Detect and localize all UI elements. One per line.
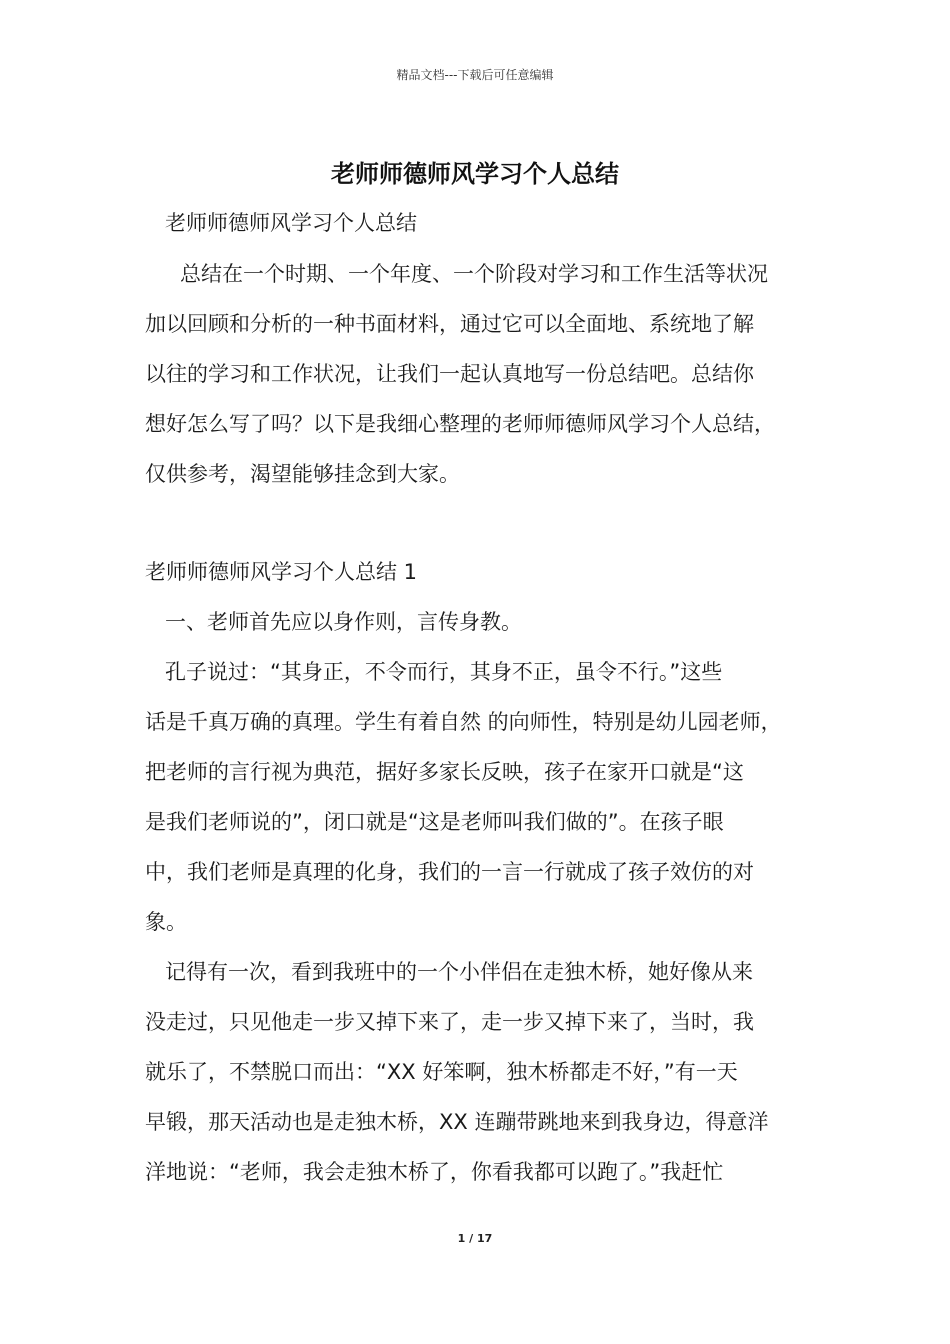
body-line: 中，我们老师是真理的化身，我们的一言一行就成了孩子效仿的对: [145, 860, 754, 884]
body-line: 想好怎么写了吗？以下是我细心整理的老师师德师风学习个人总结，: [145, 412, 775, 436]
subtitle-line: 老师师德师风学习个人总结: [165, 211, 417, 235]
body-line: 话是千真万确的真理。学生有着自然 的向师性，特别是幼儿园老师，: [145, 710, 782, 734]
document-title: 老师师德师风学习个人总结: [331, 160, 619, 188]
body-line: 没走过，只见他走一步又掉下来了，走一步又掉下来了，当时，我: [145, 1010, 754, 1034]
page-header: 精品文档---下载后可任意编辑: [396, 68, 554, 82]
body-line: 就乐了，不禁脱口而出：“XX 好笨啊，独木桥都走不好，”有一天: [145, 1060, 738, 1084]
body-line: 早锻，那天活动也是走独木桥，XX 连蹦带跳地来到我身边，得意洋: [145, 1110, 769, 1134]
body-line: 象。: [145, 910, 187, 934]
body-line: 总结在一个时期、一个年度、一个阶段对学习和工作生活等状况: [180, 262, 768, 286]
body-line: 以往的学习和工作状况，让我们一起认真地写一份总结吧。总结你: [145, 362, 754, 386]
body-line: 仅供参考，渴望能够挂念到大家。: [145, 462, 460, 486]
body-line: 记得有一次，看到我班中的一个小伴侣在走独木桥，她好像从来: [165, 960, 753, 984]
page-number: 1 / 17: [457, 1232, 493, 1245]
section-heading: 老师师德师风学习个人总结 1: [145, 560, 418, 584]
subheading: 一、老师首先应以身作则，言传身教。: [165, 610, 522, 634]
body-line: 洋地说：“老师，我会走独木桥了，你看我都可以跑了。”我赶忙: [145, 1160, 724, 1184]
body-line: 把老师的言行视为典范，据好多家长反映，孩子在家开口就是“这: [145, 760, 744, 784]
body-line: 加以回顾和分析的一种书面材料，通过它可以全面地、系统地了解: [145, 312, 754, 336]
body-line: 孔子说过：“其身正，不令而行，其身不正，虽令不行。”这些: [165, 660, 723, 684]
body-line: 是我们老师说的”，闭口就是“这是老师叫我们做的”。在孩子眼: [145, 810, 724, 834]
